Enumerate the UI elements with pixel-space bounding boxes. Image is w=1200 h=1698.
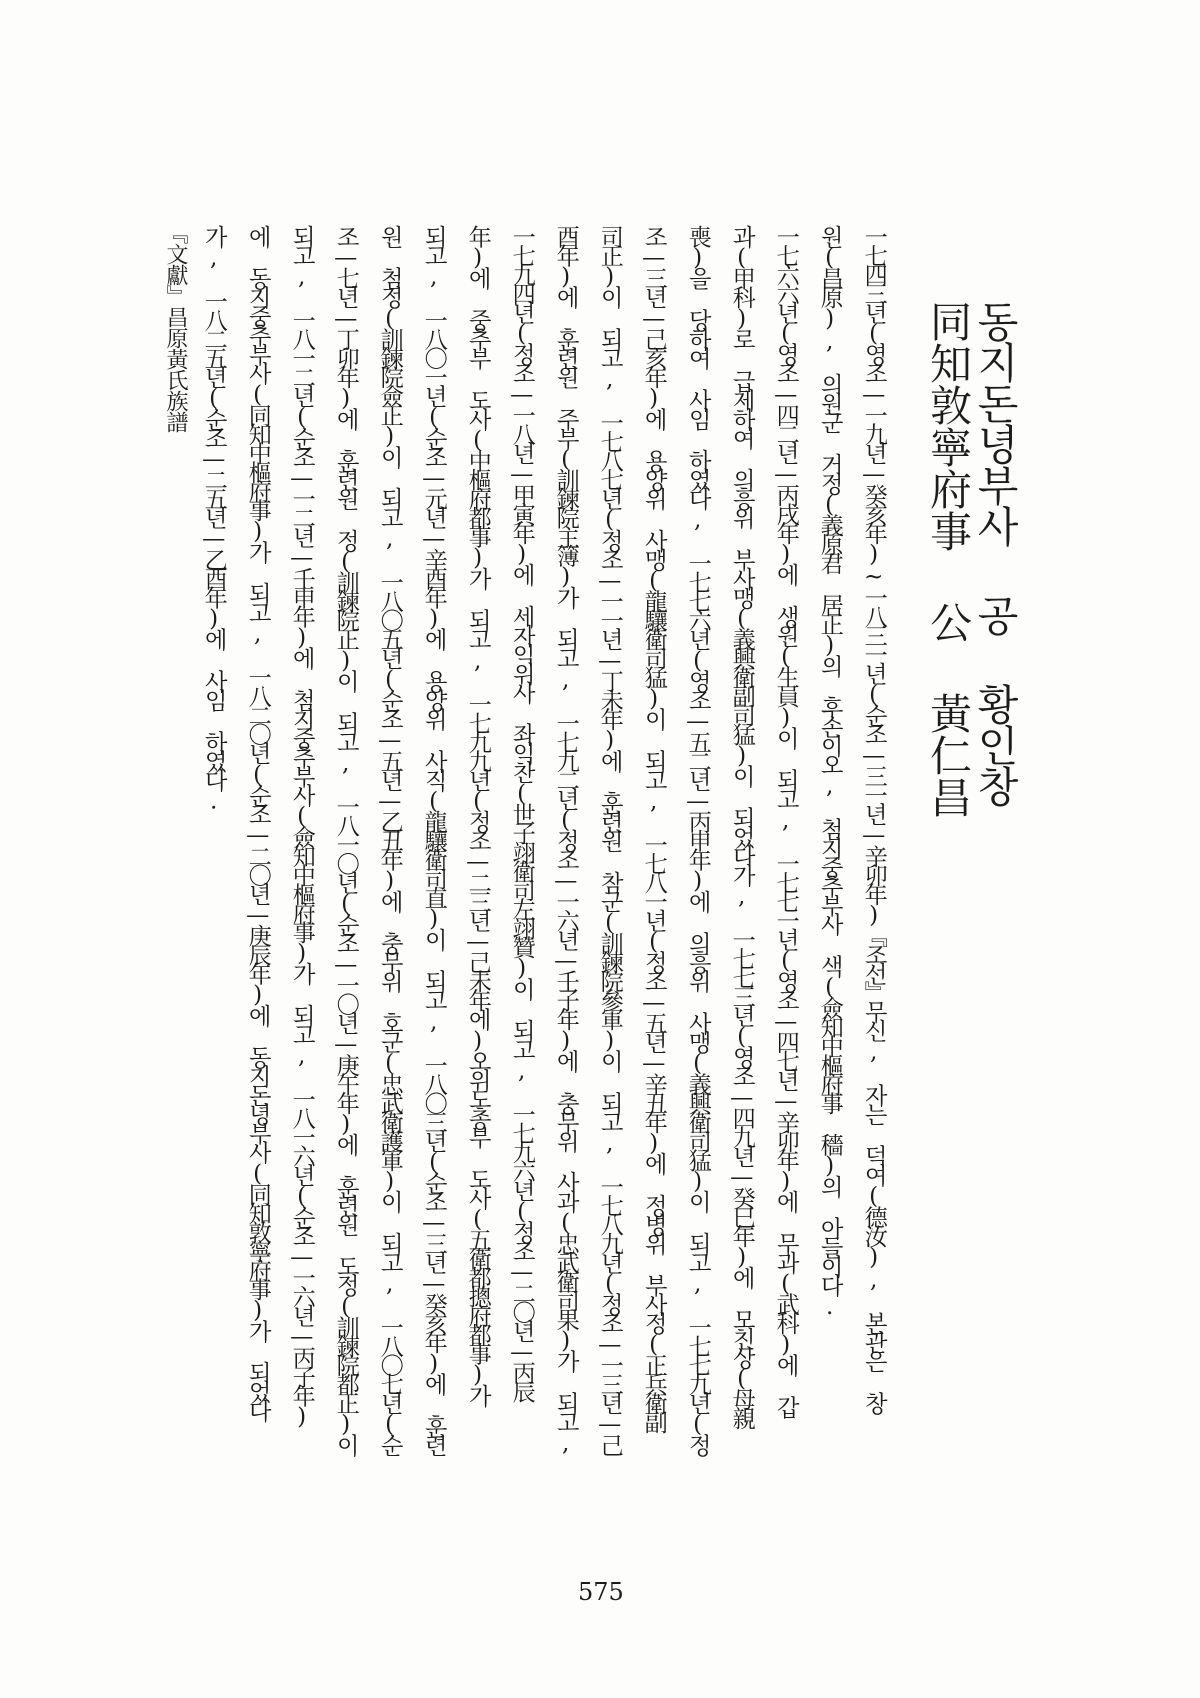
body-line: 에 동지중추부사(同知中樞府事)가 되고, 一八二〇년(순조—二〇년—庚辰年)에 동지돈녕부사(同知敦寧府事)가 되었다 xyxy=(244,225,272,1419)
body-line: 되고, 一八〇一년(순조—元년—辛酉年)에 용양위 사직(龍驤衛司直)이 되고, 一八〇三년(순조—三년—癸亥年)에 훈련 xyxy=(420,225,448,1453)
body-line: 가, 一八二五년(순조—二五년—乙酉年)에 사임 하였다. xyxy=(200,225,228,811)
body-line: 조—三년—己亥年)에 용양위 사맹(龍驤衛司猛)이 되고, 一七八一년(정조—五년—辛丑年)에 정병위 부사정(正兵衛副 xyxy=(640,225,668,1430)
body-line: 一七九四년(정조—一八년—甲寅年)에 세자익위사 좌익찬(世子翊衛司左翊贊)이 되고, 一七九六년(정조—二〇년—丙辰 xyxy=(508,225,536,1400)
body-line: 司正)이 되고, 一七八七년(정조—一一년—丁未年)에 훈련원 참군(訓鍊院參軍)이 되고, 一七八九년(정조—一三년—己 xyxy=(596,225,624,1453)
body-line: 되고, 一八一二년(순조—一二년—壬申年)에 첨지중추부사(僉知中樞府事)가 되고, 一八一六년(순조—一六년—丙子年) xyxy=(288,225,316,1426)
body-line: 酉年)에 훈련원 주부(訓鍊院主簿)가 되고, 一七九二년(정조—一六년—壬子年)에 충무위 사과(忠武衛司果)가 되고, xyxy=(552,225,580,1453)
title-hanja: 同知敦寧府事 公 黃仁昌 xyxy=(924,300,973,818)
title-korean: 동지돈녕부사 공 황인창 xyxy=(971,300,1020,806)
body-line: 과(甲科)로 급제하여 의흥위 부사맹(義興衛副司猛)이 되었다가, 一七七三년(영조—四九년—癸巳年)에 모친상(母親 xyxy=(728,225,756,1426)
body-line: 원 첨정(訓鍊院僉正)이 되고, 一八〇五년(순조—五년—乙丑年)에 충무위 호군(忠武衛護軍)이 되고, 一八〇七년(순 xyxy=(376,225,404,1453)
body-line: 喪)을 당하여 사임 하였다, 一七七六년(영조—五二년—丙申年)에 의흥위 사맹(義興衛司猛)이 되고, 一七七九년(정 xyxy=(684,225,712,1453)
body-line: 一七四三년(영조—一九년—癸亥年)~一八三一년(순조—三一년—辛卯年)『조선』무신, 자는 덕여(德汝), 본관은 창 xyxy=(860,225,888,1411)
body-line: 年)에 중추부 도사(中樞府都事)가 되고, 一七九九년(정조—二三년—己未年에)오위도총부 도사(五衛都摠府都事)가 xyxy=(464,225,492,1403)
body-line: 조—七년—丁卯年)에 훈련원 정(訓鍊院正)이 되고, 一八一〇년(순조—一〇년—庚午年)에 훈련원 도정(訓鍊院都正)이 xyxy=(332,225,360,1453)
body-line: 一七六六년(영조—四二년—丙戌年)에 생원(生員)이 되고, 一七七一년(영조—四七년—辛卯年)에 무과(武科)에 갑 xyxy=(772,225,800,1415)
source-citation: 『文獻』昌原黃氏族譜 xyxy=(163,222,188,432)
body-line: 원(昌原), 의원군 거정(義原君 居正)의 후손이오, 첨지중추부사 색(僉知中樞府事 穡)의 아들이다. xyxy=(816,225,844,1316)
page-number: 575 xyxy=(578,1578,624,1606)
